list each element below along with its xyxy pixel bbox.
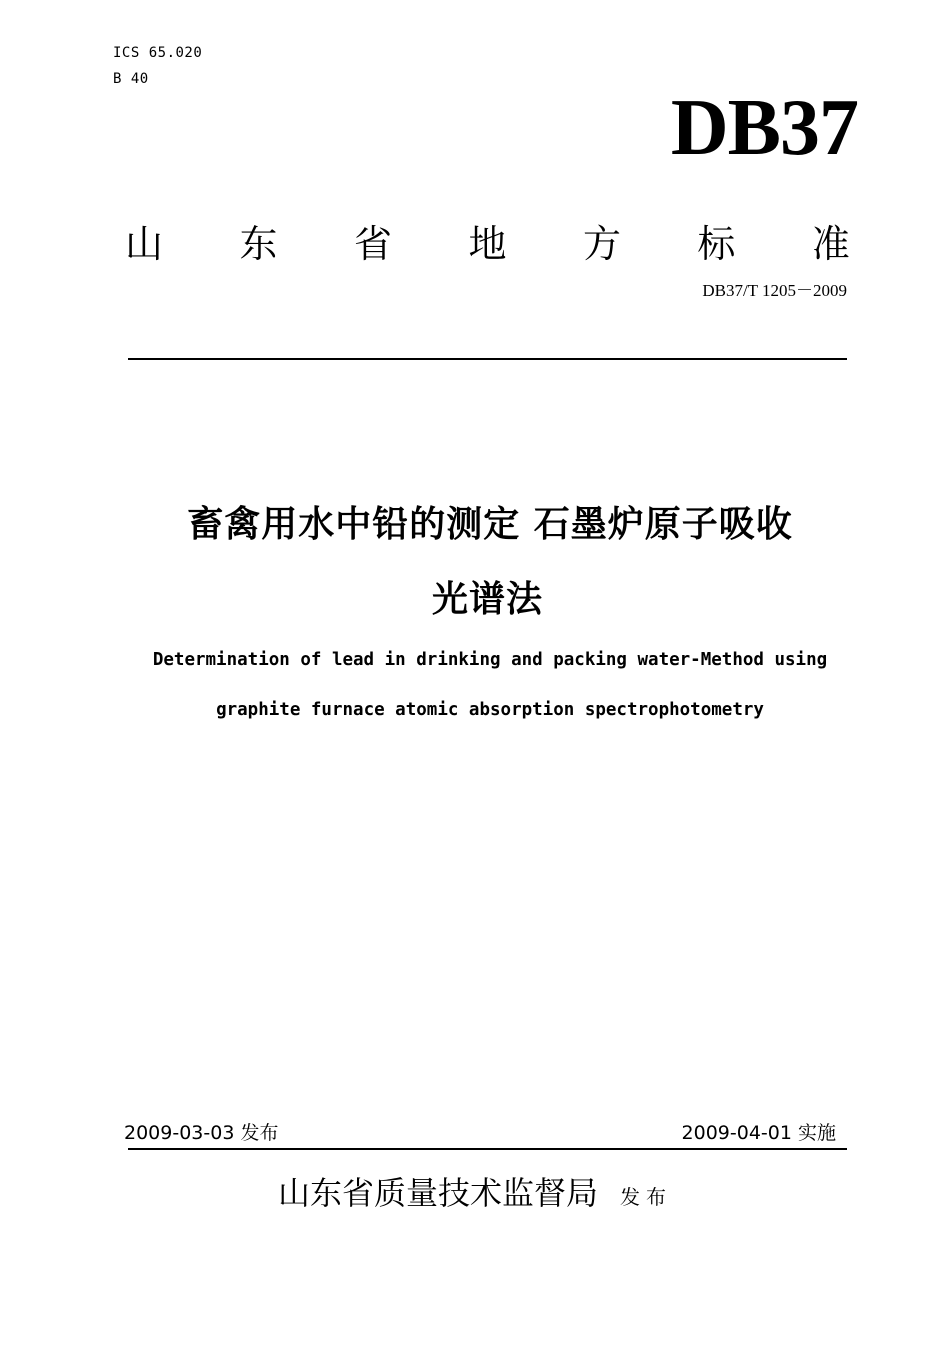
top-divider	[128, 358, 847, 360]
ics-code: ICS 65.020	[113, 45, 203, 61]
title-cn-line-1: 畜禽用水中铅的测定 石墨炉原子吸收	[187, 504, 793, 545]
standard-kind-char: 山	[125, 222, 164, 266]
standard-kind-char: 省	[353, 222, 392, 266]
bottom-divider	[128, 1148, 847, 1150]
issue-date: 2009-03-03 发布	[124, 1122, 279, 1144]
title-cn-line-2: 光谱法	[431, 579, 543, 620]
issuer-line	[0, 1170, 950, 1220]
db-mark: DB37	[670, 84, 858, 172]
standard-number: DB37/T 1205－2009	[702, 281, 847, 300]
standard-kind-title	[125, 218, 850, 270]
ccs-code: B 40	[113, 71, 149, 87]
standard-kind-char: 方	[582, 222, 621, 266]
implementation-date: 2009-04-01 实施	[681, 1122, 836, 1144]
standard-kind-char: 准	[811, 222, 850, 266]
issuer-suffix: 发布	[620, 1185, 672, 1209]
standard-kind-char: 标	[697, 222, 736, 266]
issuer-name: 山东省质量技术监督局	[277, 1174, 598, 1212]
title-en-line-2: graphite furnace atomic absorption spectrophotometry	[216, 700, 764, 720]
standard-kind-char: 东	[239, 222, 278, 266]
title-en-line-1: Determination of lead in drinking and packing water-Method using	[152, 650, 828, 670]
standard-kind-char: 地	[468, 222, 507, 266]
